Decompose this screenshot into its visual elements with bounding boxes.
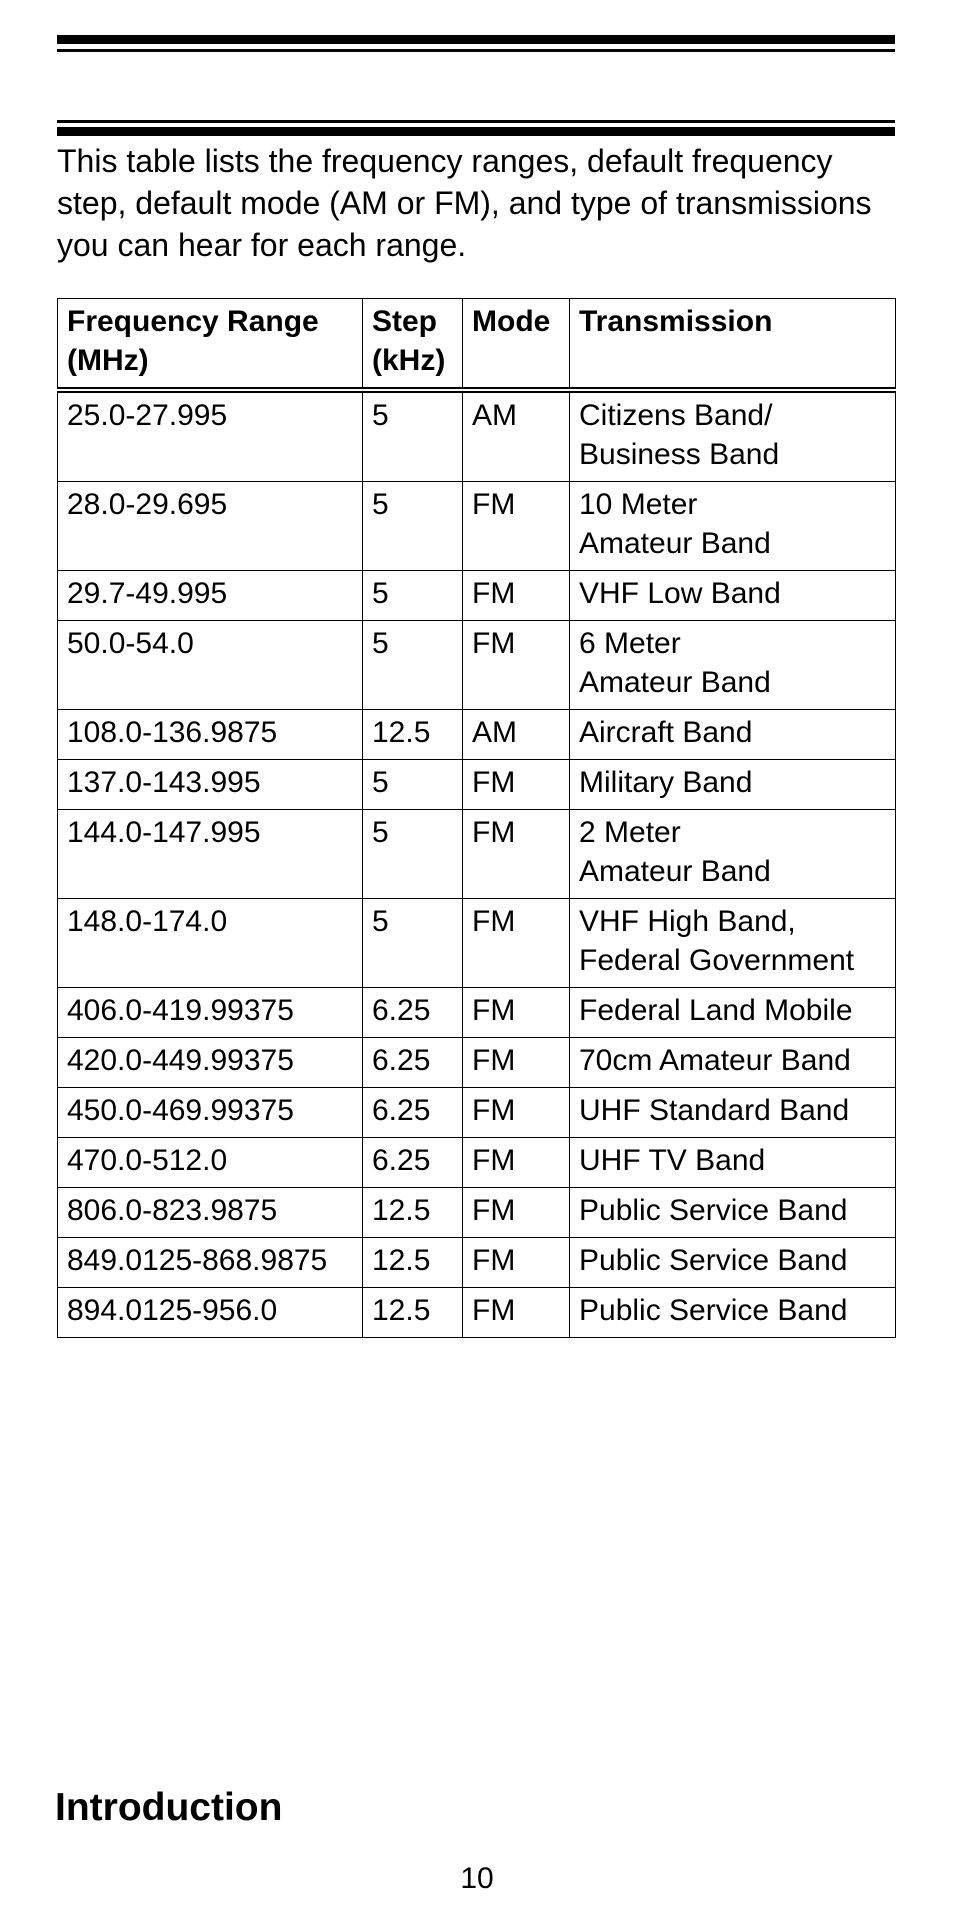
cell-transmission-line: Citizens Band/ <box>579 399 773 432</box>
cell-mode: FM <box>463 482 570 571</box>
cell-mode: FM <box>463 1188 570 1238</box>
cell-transmission <box>570 1288 896 1338</box>
cell-step: 6.25 <box>363 1038 463 1088</box>
table-row <box>58 760 896 810</box>
cell-transmission <box>570 710 896 760</box>
cell-transmission <box>570 482 896 571</box>
cell-mode: FM <box>463 899 570 988</box>
cell-transmission-line: Federal Government <box>579 944 855 977</box>
cell-mode: FM <box>463 810 570 899</box>
cell-frequency-range: 420.0-449.99375 <box>58 1038 363 1088</box>
table-header-row <box>58 299 896 391</box>
table-row <box>58 621 896 710</box>
header-rule-thin <box>57 49 895 52</box>
header-rule-thick <box>57 35 895 44</box>
section-rule-thick <box>57 127 895 136</box>
cell-step: 12.5 <box>363 1238 463 1288</box>
header-step <box>363 299 463 391</box>
cell-step: 5 <box>363 899 463 988</box>
cell-transmission-line: VHF High Band, <box>579 905 796 938</box>
cell-transmission-line: VHF Low Band <box>579 577 781 610</box>
frequency-table <box>57 298 896 1338</box>
cell-mode: FM <box>463 1288 570 1338</box>
cell-mode: FM <box>463 621 570 710</box>
header-step-line1: Step <box>372 305 438 338</box>
cell-transmission <box>570 1038 896 1088</box>
cell-mode: FM <box>463 760 570 810</box>
cell-transmission-line: Amateur Band <box>579 527 771 560</box>
cell-frequency-range: 450.0-469.99375 <box>58 1088 363 1138</box>
cell-transmission-line: Public Service Band <box>579 1294 848 1327</box>
cell-transmission-line: UHF Standard Band <box>579 1094 850 1127</box>
table-row <box>58 1038 896 1088</box>
cell-transmission-line: Amateur Band <box>579 666 771 699</box>
cell-step: 6.25 <box>363 1088 463 1138</box>
cell-step: 6.25 <box>363 1138 463 1188</box>
cell-frequency-range: 25.0-27.995 <box>58 390 363 482</box>
cell-frequency-range: 137.0-143.995 <box>58 760 363 810</box>
header-transmission: Transmission <box>570 299 896 391</box>
cell-frequency-range: 470.0-512.0 <box>58 1138 363 1188</box>
cell-transmission-line: Military Band <box>579 766 753 799</box>
section-rule-thin <box>57 120 895 123</box>
cell-step: 5 <box>363 482 463 571</box>
cell-transmission-line: Public Service Band <box>579 1194 848 1227</box>
cell-transmission-line: Business Band <box>579 438 780 471</box>
cell-transmission-line: 2 Meter <box>579 816 681 849</box>
cell-frequency-range: 406.0-419.99375 <box>58 988 363 1038</box>
header-mode: Mode <box>463 299 570 391</box>
intro-paragraph: This table lists the frequency ranges, default frequency step, default mode (AM or FM), and type of transmissions you can hear for each range. <box>57 143 872 263</box>
cell-mode: FM <box>463 988 570 1038</box>
cell-transmission <box>570 988 896 1038</box>
cell-transmission <box>570 899 896 988</box>
cell-transmission-line: 10 Meter <box>579 488 698 521</box>
cell-step: 12.5 <box>363 710 463 760</box>
cell-step: 6.25 <box>363 988 463 1038</box>
cell-mode: FM <box>463 1138 570 1188</box>
table-row <box>58 1238 896 1288</box>
cell-frequency-range: 108.0-136.9875 <box>58 710 363 760</box>
cell-frequency-range: 148.0-174.0 <box>58 899 363 988</box>
table-row <box>58 810 896 899</box>
cell-transmission <box>570 571 896 621</box>
cell-transmission <box>570 621 896 710</box>
table-row <box>58 482 896 571</box>
cell-transmission-line: Federal Land Mobile <box>579 994 853 1027</box>
table-row <box>58 710 896 760</box>
cell-step: 5 <box>363 621 463 710</box>
table-row <box>58 1188 896 1238</box>
table-row <box>58 899 896 988</box>
cell-transmission <box>570 1188 896 1238</box>
cell-transmission-line: Amateur Band <box>579 855 771 888</box>
table-row <box>58 571 896 621</box>
cell-mode: FM <box>463 1238 570 1288</box>
header-frequency-range-line2: (MHz) <box>67 344 149 377</box>
cell-transmission-line: Public Service Band <box>579 1244 848 1277</box>
cell-frequency-range: 50.0-54.0 <box>58 621 363 710</box>
table-row <box>58 390 896 482</box>
cell-step: 12.5 <box>363 1288 463 1338</box>
header-frequency-range-line1: Frequency Range <box>67 305 319 338</box>
cell-frequency-range: 28.0-29.695 <box>58 482 363 571</box>
cell-transmission <box>570 1138 896 1188</box>
cell-transmission <box>570 1238 896 1288</box>
header-step-line2: (kHz) <box>372 344 446 377</box>
header-frequency-range <box>58 299 363 391</box>
cell-transmission-line: Aircraft Band <box>579 716 753 749</box>
cell-transmission-line: 70cm Amateur Band <box>579 1044 851 1077</box>
cell-step: 5 <box>363 810 463 899</box>
table-row <box>58 1138 896 1188</box>
cell-mode: FM <box>463 1088 570 1138</box>
cell-step: 5 <box>363 760 463 810</box>
cell-transmission <box>570 810 896 899</box>
page-number: 10 <box>460 1862 494 1895</box>
cell-transmission-line: 6 Meter <box>579 627 681 660</box>
table-row <box>58 1088 896 1138</box>
cell-frequency-range: 894.0125-956.0 <box>58 1288 363 1338</box>
cell-frequency-range: 806.0-823.9875 <box>58 1188 363 1238</box>
cell-step: 5 <box>363 390 463 482</box>
cell-frequency-range: 144.0-147.995 <box>58 810 363 899</box>
table-row <box>58 988 896 1038</box>
cell-mode: FM <box>463 571 570 621</box>
cell-mode: AM <box>463 390 570 482</box>
cell-transmission-line: UHF TV Band <box>579 1144 766 1177</box>
cell-transmission <box>570 1088 896 1138</box>
cell-step: 5 <box>363 571 463 621</box>
section-title: Introduction <box>55 1786 283 1829</box>
table-row <box>58 1288 896 1338</box>
cell-step: 12.5 <box>363 1188 463 1238</box>
cell-frequency-range: 29.7-49.995 <box>58 571 363 621</box>
cell-mode: FM <box>463 1038 570 1088</box>
cell-mode: AM <box>463 710 570 760</box>
cell-transmission <box>570 760 896 810</box>
cell-transmission <box>570 390 896 482</box>
table-body <box>58 390 896 1338</box>
cell-frequency-range: 849.0125-868.9875 <box>58 1238 363 1288</box>
